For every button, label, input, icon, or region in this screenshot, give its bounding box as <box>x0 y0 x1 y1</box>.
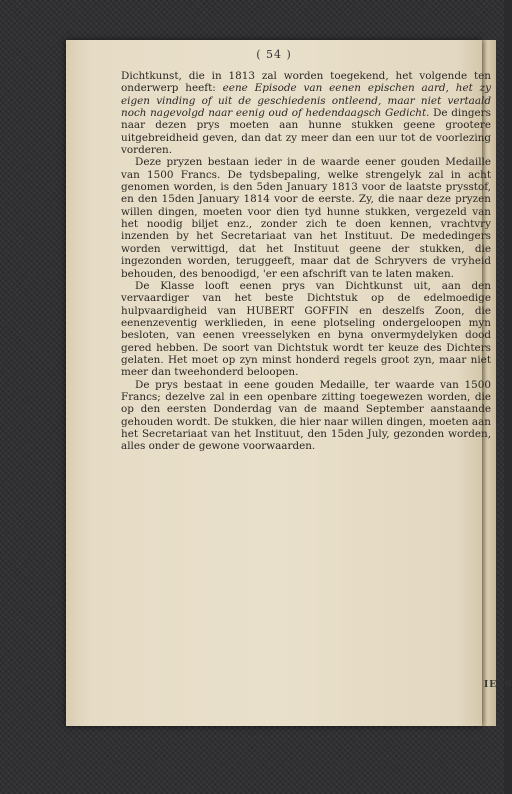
page-number: ( 54 ) <box>256 48 292 61</box>
paragraph <box>121 156 491 279</box>
text-run: De prys bestaat in eene gouden Medaille, ter waarde van 1500 Francs; dezelve zal in een openbare zitting toegewezen worden, die op den eersten Donderdag van de maand September aanstaande gehouden wordt. De stukken, die hier naar willen dingen, moeten aan het Secretariaat van het Instituut, den 15den July, gezonden worden, alles onder de gewone voorwaarden. <box>121 378 491 453</box>
paragraph <box>121 280 491 379</box>
catchword: IETS <box>484 680 512 690</box>
text-run: Dichtkunst, die in 1813 zal worden toegekend, het volgende ten onderwerp heeft: <box>121 70 491 95</box>
book-page <box>66 40 512 726</box>
text-run: De Klasse looft eenen prys van Dichtkunst uit, aan den vervaardiger van het beste Dichtstuk op de edelmoedige hulpvaardigheid van HUBERT GOFFIN en deszelfs Zoon, die eenenzeventig werklieden, in eene plotseling ondergeloopen myn besloten, van eenen vreesselyken en byna onvermydelyken dood gered hebben. De soort van Dichtstuk wordt ter keuze des Dichters gelaten. Het moet op zyn minst honderd regels groot zyn, maar niet meer dan tweehonderd beloopen. <box>121 279 491 379</box>
text-run: De dingers naar dezen prys moeten aan hunne stukken geene grootere uitgebreidheid geven, dan dat zy meer dan een uur tot de voorlezing vorderen. <box>121 107 491 157</box>
paragraph <box>121 379 491 453</box>
page-body-text <box>121 70 491 453</box>
paragraph <box>121 70 491 156</box>
text-run: Deze pryzen bestaan ieder in de waarde eener gouden Medaille van 1500 Francs. De tydsbepaling, welke strengelyk zal in acht genomen worden, is den 5den January 1813 voor de laatste prysstof, en den 15den January 1814 voor de eerste. Zy, die naar deze pryzen willen dingen, moeten voor dien tyd hunne stukken, vergezeld van het noodig biljet enz., zonder zich te doen kennen, vrachtvry inzenden by het Secretariaat van het Instituut. De mededingers worden verwittigd, dat het Instituut geene der stukken, die ingezonden worden, teruggeeft, maar dat de Schryvers de vryheid behouden, des benoodigd, 'er een afschrift van te laten maken. <box>121 156 491 280</box>
italic-text: eene Episode van eenen epischen aard, het zy eigen vinding of uit de geschiedenis ontleend, maar niet vertaald noch nagevolgd naar eenig oud of hedendaagsch Gedicht. <box>121 82 491 120</box>
